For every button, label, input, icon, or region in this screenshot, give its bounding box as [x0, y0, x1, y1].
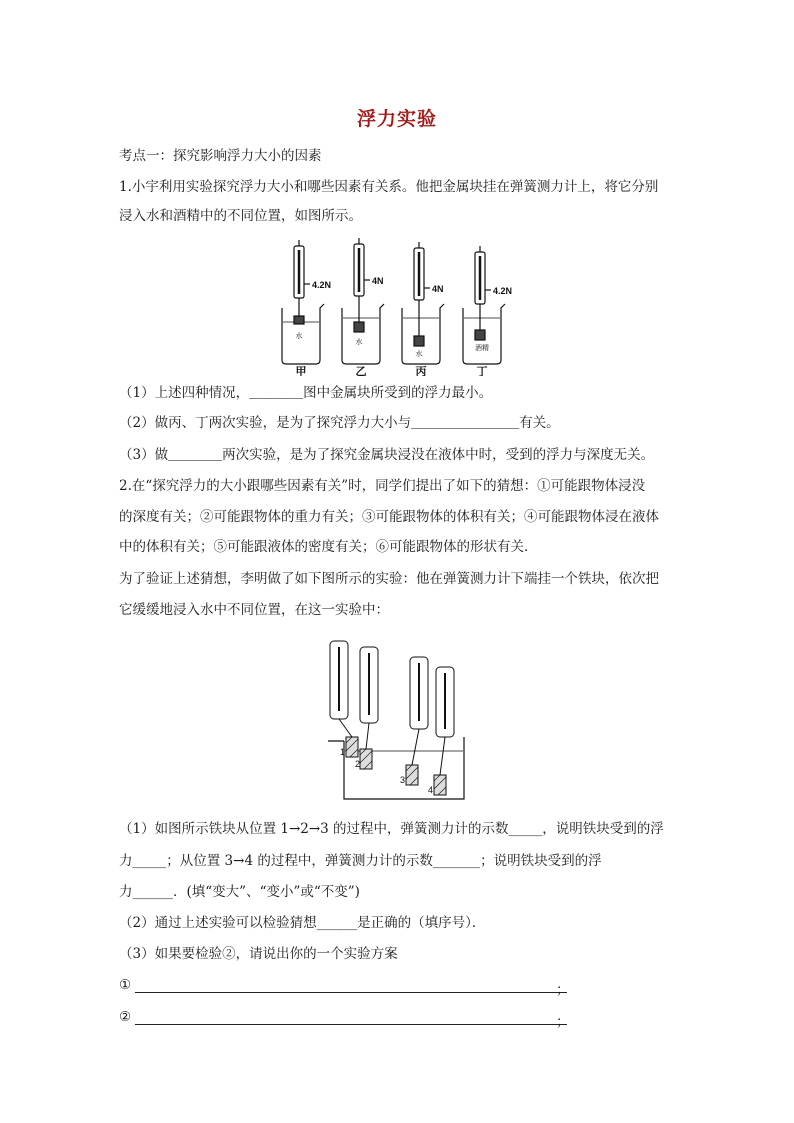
- answer-line-1[interactable]: [135, 992, 567, 993]
- position-label-1: 1: [340, 747, 346, 757]
- setup-bing: [402, 242, 444, 364]
- q2-part-1-line-1: （1）如图所示铁块从位置 1→2→3 的过程中，弹簧测力计的示数_____，说明铁块受到的浮: [119, 821, 664, 837]
- page-title: 浮力实验: [356, 108, 437, 130]
- answer-line-2[interactable]: [135, 1024, 567, 1025]
- answer-semicolon-1: ；: [556, 982, 570, 998]
- q2-line-2: 的深度有关；②可能跟物体的重力有关；③可能跟物体的体积有关；④可能跟物体浸在液体: [119, 509, 659, 525]
- answer-label-1: ①: [119, 977, 132, 993]
- position-label-2: 2: [355, 759, 361, 769]
- reading-bing: 4N: [432, 284, 444, 294]
- q2-line-3: 中的体积有关；⑤可能跟液体的密度有关；⑥可能跟物体的形状有关．: [119, 539, 538, 555]
- q1-part-1: （1）上述四种情况，＿＿＿＿图中金属块所受到的浮力最小。: [119, 385, 493, 401]
- q2-line-1: 2.在“探究浮力的大小跟哪些因素有关”时，同学们提出了如下的猜想：①可能跟物体浸没: [119, 478, 646, 494]
- beaker-label-bing: 丙: [415, 366, 427, 376]
- beaker-label-jia: 甲: [295, 366, 307, 376]
- q2-part-1-line-2: 力_____；从位置 3→4 的过程中，弹簧测力计的示数_______；说明铁块受到的浮: [119, 853, 602, 869]
- q2-line-5: 它缓缓地浸入水中不同位置，在这一实验中：: [119, 602, 389, 618]
- figure-iron-block-positions: [322, 637, 470, 803]
- q1-stem-line-1: 1.小宇利用实验探究浮力大小和哪些因素有关系。他把金属块挂在弹簧测力计上，将它分别: [119, 179, 659, 195]
- q2-part-3: （3）如果要检验②，请说出你的一个实验方案: [119, 946, 398, 962]
- setup-yi: [342, 238, 384, 364]
- liquid-label-jia: 水: [295, 333, 303, 340]
- q2-part-2: （2）通过上述实验可以检验猜想______是正确的（填序号）．: [119, 915, 486, 931]
- liquid-label-ding: 酒精: [475, 345, 489, 352]
- position-label-3: 3: [400, 775, 406, 785]
- answer-semicolon-2: ；: [556, 1014, 570, 1030]
- reading-jia: 4.2N: [312, 280, 332, 290]
- q2-part-1-line-3: 力______．(填“变大”、“变小”或“不变”): [119, 884, 360, 900]
- position-label-4: 4: [428, 785, 434, 795]
- section-heading: 考点一：探究影响浮力大小的因素: [119, 148, 322, 164]
- beaker-label-ding: 丁: [476, 366, 488, 376]
- q1-stem-line-2: 浸入水和酒精中的不同位置，如图所示。: [119, 208, 362, 224]
- figure-spring-scale-beakers: [278, 238, 528, 376]
- setup-jia: [282, 240, 324, 364]
- q1-part-3: （3）做＿＿＿＿两次实验，是为了探究金属块浸没在液体中时，受到的浮力与深度无关。: [119, 447, 655, 463]
- liquid-label-yi: 水: [355, 339, 363, 346]
- liquid-label-bing: 水: [415, 351, 423, 358]
- reading-ding: 4.2N: [493, 286, 513, 296]
- beaker-label-yi: 乙: [355, 366, 367, 376]
- reading-yi: 4N: [372, 276, 384, 286]
- q2-line-4: 为了验证上述猜想，李明做了如下图所示的实验：他在弹簧测力计下端挂一个铁块，依次把: [119, 571, 659, 587]
- answer-label-2: ②: [119, 1009, 132, 1025]
- q1-part-2: （2）做丙、丁两次实验，是为了探究浮力大小与＿＿＿＿＿＿＿＿有关。: [119, 415, 560, 431]
